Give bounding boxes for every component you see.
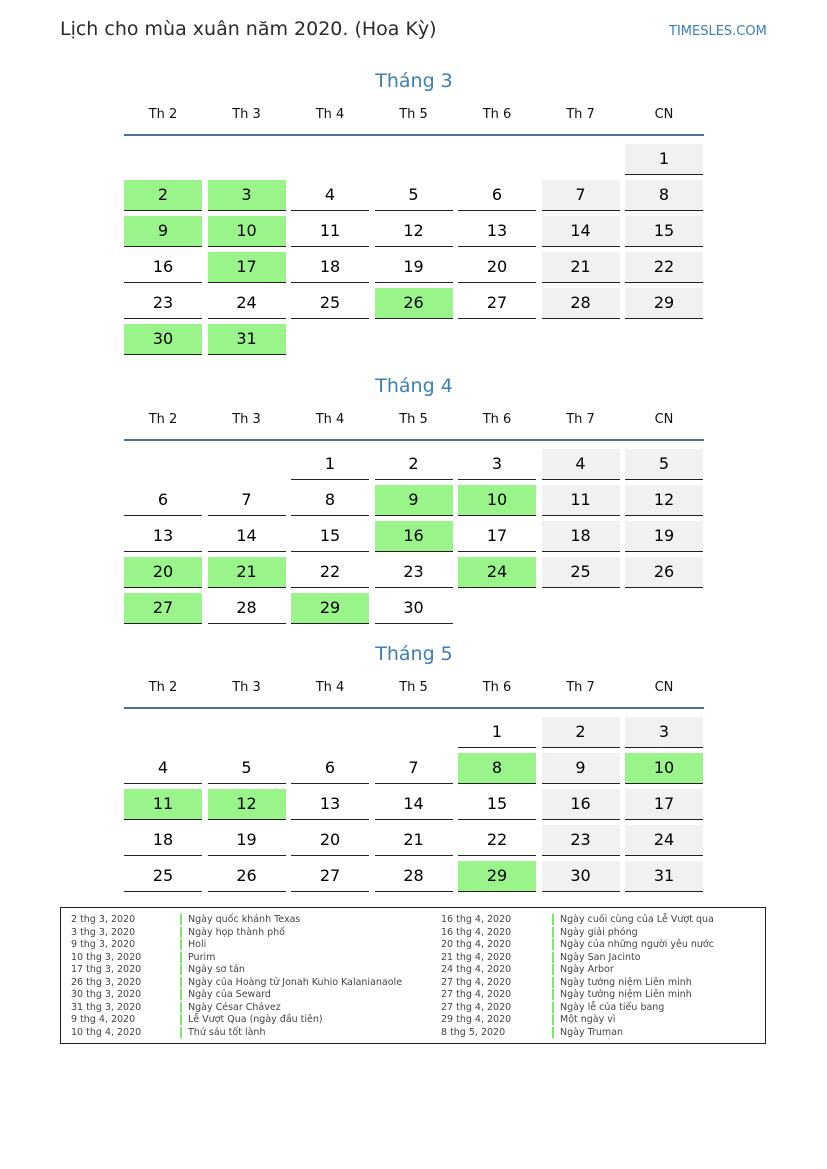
day-cell[interactable]: 7	[208, 485, 286, 516]
day-cell[interactable]: 2	[542, 717, 620, 748]
weekday-label: Th 5	[399, 107, 428, 122]
weekday-label: Th 5	[399, 412, 428, 427]
day-cell[interactable]: 28	[542, 288, 620, 319]
day-cell[interactable]: 21	[375, 825, 453, 856]
weekday-header	[122, 412, 706, 432]
day-cell[interactable]: 6	[291, 753, 369, 784]
weekday-label: CN	[654, 107, 674, 122]
legend-holiday-name: Ngày tưởng niệm Liên minh	[552, 989, 692, 1000]
day-cell[interactable]: 17	[625, 789, 703, 820]
day-cell[interactable]: 13	[124, 521, 202, 552]
day-cell[interactable]: 13	[291, 789, 369, 820]
day-cell[interactable]: 4	[124, 753, 202, 784]
day-cell[interactable]: 4	[542, 449, 620, 480]
day-cell-holiday[interactable]: 27	[124, 593, 202, 624]
day-cell[interactable]: 5	[375, 180, 453, 211]
day-cell-holiday[interactable]: 17	[208, 252, 286, 283]
day-cell[interactable]: 22	[625, 252, 703, 283]
legend-holiday-name: Ngày của Seward	[180, 989, 271, 1000]
day-cell[interactable]: 27	[458, 288, 536, 319]
month-title: Tháng 3	[375, 70, 453, 92]
weekday-header	[122, 680, 706, 700]
day-cell[interactable]: 9	[542, 753, 620, 784]
day-cell-holiday[interactable]: 31	[208, 324, 286, 355]
legend-date: 8 thg 5, 2020	[441, 1026, 506, 1038]
day-cell[interactable]: 22	[458, 825, 536, 856]
day-cell[interactable]: 20	[291, 825, 369, 856]
legend-date: 21 thg 4, 2020	[441, 951, 512, 963]
day-cell[interactable]: 3	[458, 449, 536, 480]
month-title: Tháng 4	[375, 375, 453, 397]
day-cell[interactable]: 15	[458, 789, 536, 820]
legend-holiday-name: Ngày lễ của tiểu bang	[552, 1002, 664, 1013]
day-cell[interactable]: 27	[291, 861, 369, 892]
day-cell[interactable]: 25	[542, 557, 620, 588]
day-cell[interactable]: 20	[458, 252, 536, 283]
day-cell[interactable]: 7	[375, 753, 453, 784]
day-cell[interactable]: 7	[542, 180, 620, 211]
legend-holiday-name: Ngày tưởng niệm Liên minh	[552, 977, 692, 988]
day-cell[interactable]: 14	[542, 216, 620, 247]
month-title: Tháng 5	[375, 643, 453, 665]
day-cell[interactable]: 25	[124, 861, 202, 892]
legend-holiday-name: Ngày Truman	[552, 1027, 623, 1038]
day-cell[interactable]: 18	[291, 252, 369, 283]
day-cell[interactable]: 12	[625, 485, 703, 516]
day-cell-holiday[interactable]: 9	[375, 485, 453, 516]
day-cell[interactable]: 19	[208, 825, 286, 856]
legend-holiday-name: Ngày Arbor	[552, 964, 614, 975]
day-cell[interactable]: 21	[542, 252, 620, 283]
day-cell[interactable]: 25	[291, 288, 369, 319]
weekday-label: Th 6	[482, 107, 512, 122]
legend-holiday-name: Purim	[180, 952, 215, 963]
legend-holiday-name: Ngày của những người yêu nước	[552, 939, 714, 950]
legend-date: 10 thg 4, 2020	[71, 1026, 142, 1038]
day-cell[interactable]: 6	[124, 485, 202, 516]
day-cell[interactable]: 3	[625, 717, 703, 748]
day-cell[interactable]: 23	[124, 288, 202, 319]
legend-holiday-name: Holi	[180, 939, 206, 950]
day-cell[interactable]: 6	[458, 180, 536, 211]
day-cell[interactable]: 19	[625, 521, 703, 552]
weekday-label: Th 7	[566, 680, 595, 695]
legend-holiday-name: Ngày quốc khánh Texas	[180, 914, 300, 925]
day-cell-holiday[interactable]: 8	[458, 753, 536, 784]
day-cell[interactable]: 24	[625, 825, 703, 856]
legend-date: 17 thg 3, 2020	[71, 964, 142, 975]
day-cell[interactable]: 1	[625, 144, 703, 175]
legend-date: 3 thg 3, 2020	[71, 926, 136, 938]
day-cell[interactable]: 24	[208, 288, 286, 319]
legend-holiday-name: Ngày San Jacinto	[552, 952, 641, 963]
legend-date: 20 thg 4, 2020	[441, 939, 512, 950]
day-cell[interactable]: 12	[375, 216, 453, 247]
day-cell[interactable]: 8	[291, 485, 369, 516]
day-cell[interactable]: 1	[291, 449, 369, 480]
day-cell-holiday[interactable]: 12	[208, 789, 286, 820]
day-cell[interactable]: 15	[625, 216, 703, 247]
weekday-label: Th 3	[232, 412, 261, 427]
day-cell[interactable]: 14	[375, 789, 453, 820]
day-cell[interactable]: 26	[208, 861, 286, 892]
day-cell-holiday[interactable]: 29	[458, 861, 536, 892]
weekday-label: Th 5	[399, 680, 428, 695]
day-cell[interactable]: 15	[291, 521, 369, 552]
weekday-label: Th 3	[232, 680, 261, 695]
day-cell-holiday[interactable]: 29	[291, 593, 369, 624]
day-cell-holiday[interactable]: 24	[458, 557, 536, 588]
day-cell[interactable]: 30	[375, 593, 453, 624]
legend-holiday-name: Ngày của Hoàng tử Jonah Kuhio Kalanianaole	[180, 977, 402, 988]
day-cell[interactable]: 17	[458, 521, 536, 552]
legend-date: 2 thg 3, 2020	[71, 914, 136, 925]
weekday-label: CN	[654, 680, 674, 695]
legend-date: 27 thg 4, 2020	[441, 976, 512, 988]
day-cell[interactable]: 5	[625, 449, 703, 480]
day-cell[interactable]: 18	[542, 521, 620, 552]
legend-holiday-name: Ngày giải phóng	[552, 927, 638, 938]
legend-date: 9 thg 4, 2020	[71, 1014, 136, 1025]
weekday-label: Th 4	[315, 107, 345, 122]
legend-date: 29 thg 4, 2020	[441, 1014, 512, 1025]
brand-link[interactable]: TIMESLES.COM	[669, 24, 767, 39]
legend-holiday-name: Ngày sơ tán	[180, 964, 245, 975]
day-cell-holiday[interactable]: 2	[124, 180, 202, 211]
day-cell[interactable]: 2	[375, 449, 453, 480]
legend-date: 16 thg 4, 2020	[441, 914, 512, 925]
weekday-label: Th 7	[566, 412, 595, 427]
weekday-label: Th 4	[315, 412, 345, 427]
day-cell[interactable]: 23	[542, 825, 620, 856]
day-cell[interactable]: 31	[625, 861, 703, 892]
weekday-label: Th 7	[566, 107, 595, 122]
day-cell[interactable]: 28	[375, 861, 453, 892]
legend-date: 24 thg 4, 2020	[441, 964, 512, 975]
weekday-label: Th 2	[148, 107, 178, 122]
day-cell[interactable]: 11	[291, 216, 369, 247]
weekday-header	[122, 107, 706, 127]
day-cell[interactable]: 29	[625, 288, 703, 319]
weekday-label: Th 6	[482, 412, 512, 427]
day-cell-holiday[interactable]: 26	[375, 288, 453, 319]
legend-date: 27 thg 4, 2020	[441, 1001, 512, 1013]
day-cell[interactable]: 23	[375, 557, 453, 588]
day-cell-holiday[interactable]: 21	[208, 557, 286, 588]
day-cell-holiday[interactable]: 10	[208, 216, 286, 247]
day-cell[interactable]: 5	[208, 753, 286, 784]
legend-holiday-name: Thứ sáu tốt lành	[180, 1027, 265, 1038]
weekday-label: Th 2	[148, 680, 178, 695]
day-cell[interactable]: 14	[208, 521, 286, 552]
legend-holiday-name: Ngày họp thành phố	[180, 927, 285, 938]
header-rule	[124, 439, 704, 441]
header-rule	[124, 134, 704, 136]
legend-date: 26 thg 3, 2020	[71, 976, 142, 988]
day-cell-holiday[interactable]: 20	[124, 557, 202, 588]
day-cell[interactable]: 16	[124, 252, 202, 283]
day-cell[interactable]: 4	[291, 180, 369, 211]
legend-date: 31 thg 3, 2020	[71, 1001, 142, 1013]
page-title: Lịch cho mùa xuân năm 2020. (Hoa Kỳ)	[60, 18, 437, 40]
day-cell[interactable]: 16	[542, 789, 620, 820]
holiday-legend	[60, 907, 766, 1044]
day-cell-holiday[interactable]: 16	[375, 521, 453, 552]
weekday-label: CN	[654, 412, 674, 427]
day-cell-holiday[interactable]: 10	[458, 485, 536, 516]
day-cell[interactable]: 19	[375, 252, 453, 283]
day-cell-holiday[interactable]: 10	[625, 753, 703, 784]
legend-date: 10 thg 3, 2020	[71, 951, 142, 963]
legend-date: 27 thg 4, 2020	[441, 989, 512, 1000]
day-cell-holiday[interactable]: 3	[208, 180, 286, 211]
legend-holiday-name: Một ngày vì	[552, 1014, 616, 1025]
legend-date: 16 thg 4, 2020	[441, 926, 512, 938]
day-cell-holiday[interactable]: 30	[124, 324, 202, 355]
header-rule	[124, 707, 704, 709]
legend-date: 30 thg 3, 2020	[71, 989, 142, 1000]
day-cell[interactable]: 13	[458, 216, 536, 247]
weekday-label: Th 3	[232, 107, 261, 122]
day-cell-holiday[interactable]: 9	[124, 216, 202, 247]
day-cell[interactable]: 8	[625, 180, 703, 211]
day-cell[interactable]: 1	[458, 717, 536, 748]
legend-holiday-name: Lễ Vượt Qua (ngày đầu tiên)	[180, 1014, 323, 1025]
day-cell[interactable]: 30	[542, 861, 620, 892]
weekday-label: Th 2	[148, 412, 178, 427]
day-cell[interactable]: 28	[208, 593, 286, 624]
day-cell[interactable]: 18	[124, 825, 202, 856]
legend-holiday-name: Ngày cuối cùng của Lễ Vượt qua	[552, 914, 714, 925]
day-cell[interactable]: 26	[625, 557, 703, 588]
day-cell[interactable]: 11	[542, 485, 620, 516]
weekday-label: Th 6	[482, 680, 512, 695]
legend-date: 9 thg 3, 2020	[71, 939, 136, 950]
weekday-label: Th 4	[315, 680, 345, 695]
legend-holiday-name: Ngày César Chávez	[180, 1002, 281, 1013]
day-cell[interactable]: 22	[291, 557, 369, 588]
day-cell-holiday[interactable]: 11	[124, 789, 202, 820]
